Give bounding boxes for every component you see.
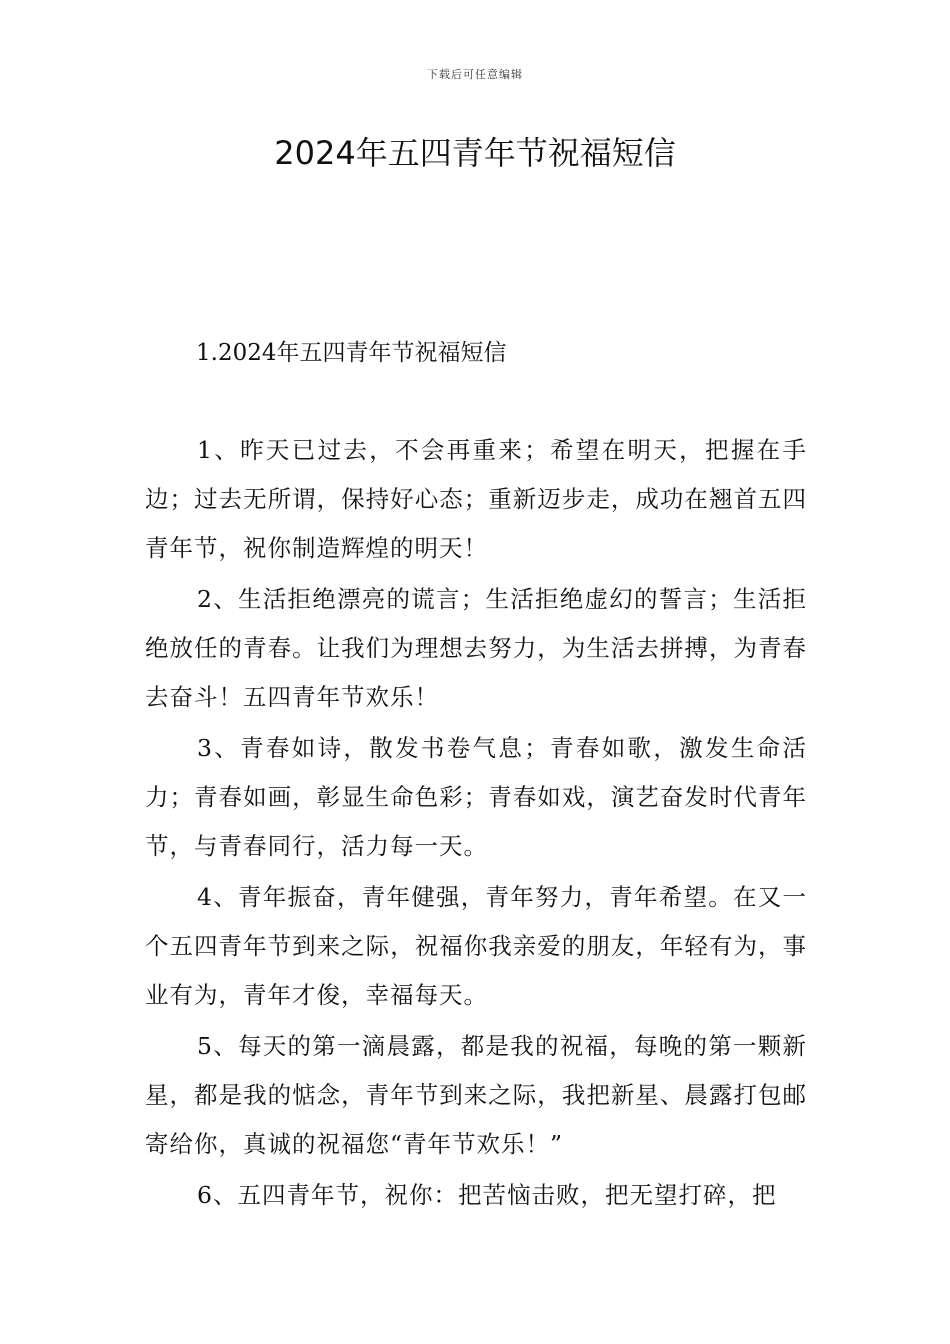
paragraph-2: 2、生活拒绝漂亮的谎言；生活拒绝虚幻的誓言；生活拒绝放任的青春。让我们为理想去努力，为生活去拼搏，为青春去奋斗！五四青年节欢乐！ — [145, 585, 807, 711]
document-body — [145, 426, 807, 1222]
paragraph-3: 3、青春如诗，散发书卷气息；青春如歌，激发生命活力；青春如画，彰显生命色彩；青春如戏，演艺奋发时代青年节，与青春同行，活力每一天。 — [145, 734, 807, 860]
paragraph-6: 6、五四青年节，祝你：把苦恼击败，把无望打碎，把 — [197, 1181, 777, 1209]
paragraph-4: 4、青年振奋，青年健强，青年努力，青年希望。在又一个五四青年节到来之际，祝福你我亲爱的朋友，年轻有为，事业有为，青年才俊，幸福每天。 — [145, 883, 807, 1009]
paragraph-1: 1、昨天已过去，不会再重来；希望在明天，把握在手边；过去无所谓，保持好心态；重新迈步走，成功在翘首五四青年节，祝你制造辉煌的明天！ — [145, 436, 807, 562]
document-title: 2024年五四青年节祝福短信 — [274, 134, 676, 172]
header-note: 下载后可任意编辑 — [427, 68, 523, 81]
paragraph-5: 5、每天的第一滴晨露，都是我的祝福，每晚的第一颗新星，都是我的惦念，青年节到来之际，我把新星、晨露打包邮寄给你，真诚的祝福您“青年节欢乐！” — [145, 1032, 807, 1158]
section-heading: 1.2024年五四青年节祝福短信 — [196, 340, 507, 366]
